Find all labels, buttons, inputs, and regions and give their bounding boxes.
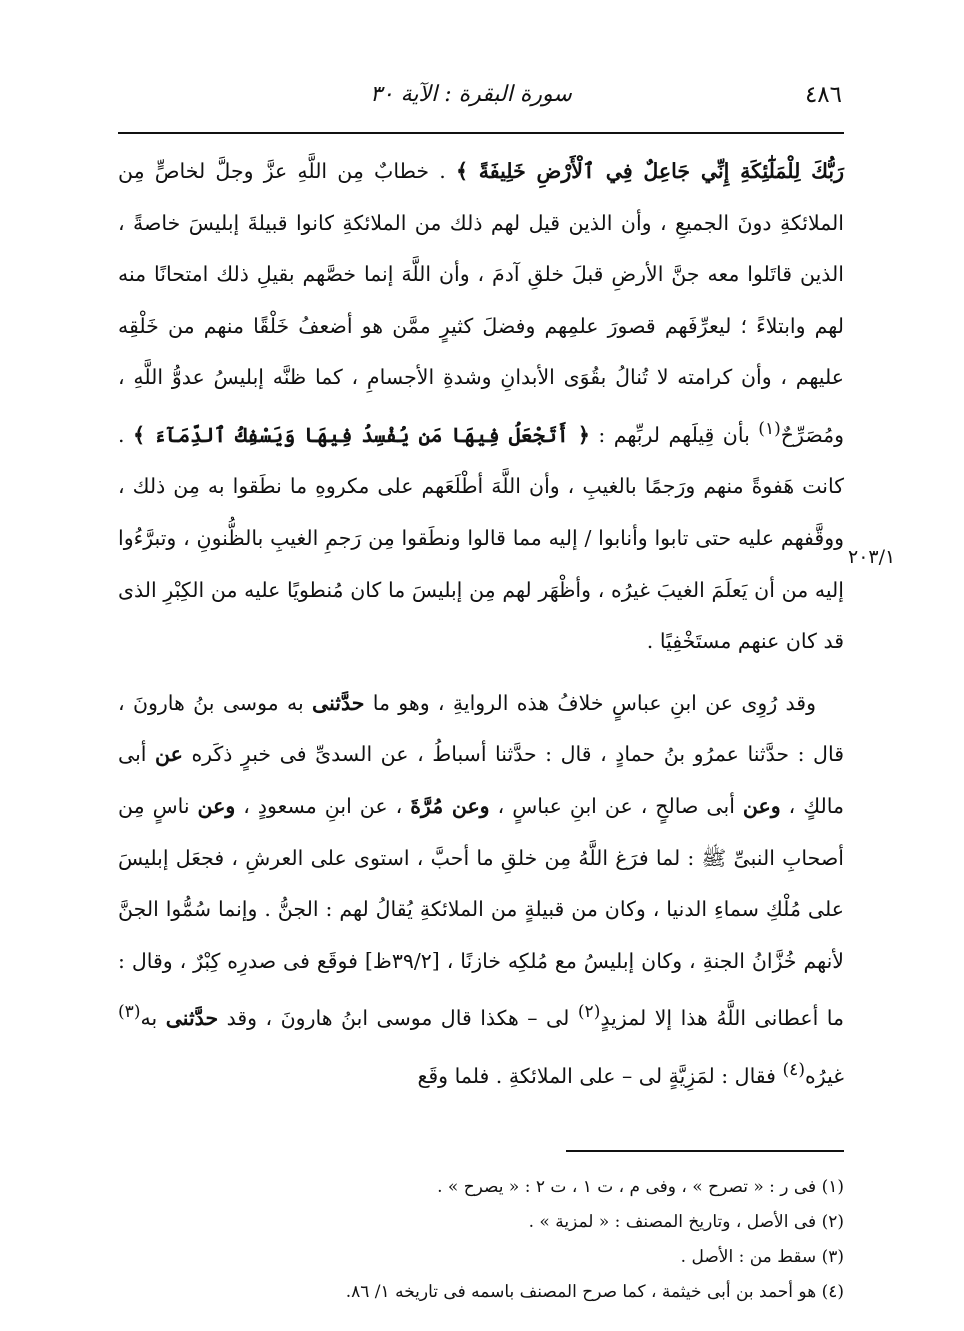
footnote-marker: (٢) xyxy=(577,1002,601,1023)
text-run: أبى صالحٍ ، عن ابنِ عباسٍ ، xyxy=(489,793,743,818)
narrator-name: مُرَّةَ xyxy=(410,793,452,818)
text-run: به xyxy=(140,1006,166,1031)
text-run: بأن قِيلَهم لربِّهم : xyxy=(589,422,759,447)
isnad-keyword: حدَّثنى xyxy=(312,690,365,715)
text-run: ناسٍ مِن أصحابِ النبىِّ ﷺ : لما فرَغ اللَّهُ مِن خلقِ ما أحبَّ ، استوى على العرشِ ، فجعَل إبليسَ على مُلْكِ سماءِ الدنيا ، وكان من قبيلةٍ من الملائكةِ يُقالُ لهم : الجنُّ . وإنما سُمُّوا الجنَّ لأنهم خُزَّانُ الجنةِ ، وكان إبليسُ مع مُلكِه خازنًا ، xyxy=(118,793,844,973)
footnote-2: (٢) فى الأصل ، وتاريخ المصنف : « لمزية » . xyxy=(528,1212,844,1232)
isnad-keyword: وعن xyxy=(451,793,490,818)
isnad-keyword: عن xyxy=(155,742,183,767)
paragraph-2 xyxy=(118,678,844,1102)
footnote-3: (٣) سقط من : الأصل . xyxy=(680,1247,844,1267)
page-header xyxy=(120,82,842,122)
text-run: ، عن ابنِ مسعودٍ ، xyxy=(235,793,411,818)
manuscript-reference: [٣٩/٢ظ] xyxy=(364,948,440,973)
text-run: . كانت هَفوةً منهم ورَجمًا بالغيبِ ، وأن اللَّهَ أطْلَعَهم على مكروهِ ما نطَقوا به مِن ذلك ، ووقَّفهم عليه حتى تابوا وأنابوا / إليه مما قالوا ونطَقوا مِن رَجمِ الغيبِ بالظُّنونِ ، وتبرَّءُوا إليه من أن يَعلَمَ الغيبَ غيرُه ، وأظْهَر لهم مِن إبليسَ ما كان مُنطويًا عليه من الكِبْرِ الذى قد كان عنهم مستَخْفِيًا . xyxy=(118,422,844,654)
text-run: غيرُه xyxy=(805,1063,844,1088)
text-run: فقال : لمَزِيَّةٍ لى – على الملائكةِ . فلما وقَع xyxy=(417,1063,783,1088)
main-text xyxy=(118,146,844,1102)
footnote-marker: (١) xyxy=(758,418,781,439)
footnotes xyxy=(200,1170,844,1310)
running-title: سورة البقرة : الآية ٣٠ xyxy=(370,82,572,107)
footnote-4: (٤) هو أحمد بن أبى خيثمة ، كما صرح المصنف باسمه فى تاريخه ١/ ٨٦. xyxy=(345,1282,844,1302)
text-run: لى – هكذا قال موسى ابنُ هارونَ ، وقد xyxy=(218,1006,578,1031)
isnad-keyword: وعن xyxy=(197,793,236,818)
footnote-1: (١) فى ر : « تصرح » ، وفى م ، ت ١ ، ت ٢ : « يصرح » . xyxy=(437,1177,844,1197)
header-rule xyxy=(118,132,844,134)
text-run: . خطابٌ مِن اللَّهِ عزَّ وجلَّ لخاصٍّ مِن الملائكةِ دونَ الجميعِ ، وأن الذين قيل لهم ذلك من الملائكةِ كانوا قبيلةَ إبليسَ خاصةً ، الذين قاتَلوا معه جنَّ الأرضِ قبلَ خلقِ آدمَ ، وأن اللَّهَ إنما خصَّهم بقيلِ ذلك امتحانًا منه لهم وابتلاءً ؛ ليعرِّفَهم قصورَ علمِهم وفضلَ كثيرٍ ممَّن هو أضعفُ خَلْقًا منهم من خَلْقِه عليهم ، وأن كرامته لا تُنالُ بقُوَى الأبدانِ وشدةِ الأجسامِ ، كما ظنَّه إبليسُ عدوُّ اللَّهِ ، ومُصَرِّحٌ xyxy=(118,159,844,447)
isnad-keyword: حدَّثنى xyxy=(165,1006,219,1031)
text-run: أبى مالكٍ ، xyxy=(118,742,845,818)
text-run: به موسى بنُ هارونَ ، قال : حدَّثنا عمرُو بنُ حمادٍ ، قال : حدَّثنا أسباطُ ، عن السدىِّ فى خبرٍ ذكَره xyxy=(118,690,844,767)
margin-reference: ٢٠٣/١ xyxy=(848,546,896,568)
footnote-marker: (٣) xyxy=(118,1002,141,1023)
text-run: وقد رُوِى عن ابنِ عباسٍ خلافُ هذه الروايةِ ، وهو ما xyxy=(364,690,816,715)
text-run: فوقَع فى صدرِه كِبْرٌ ، وقال : ما أعطانى اللَّهُ هذا إلا لمزيدٍ xyxy=(118,948,844,1031)
quran-verse: ﴿ أَتَجْعَلُ فِيهَا مَن يُفْسِدُ فِيهَا وَيَسْفِكُ ٱلدِّمَآءَ ﴾ xyxy=(132,422,590,447)
quran-verse: رَبُّكَ لِلْمَلَٰٓئِكَةِ إِنِّي جَاعِلٌ فِي ٱلْأَرْضِ خَلِيفَةً ﴾ xyxy=(455,159,844,183)
page-number: ٤٨٦ xyxy=(804,82,842,108)
footnote-marker: (٤) xyxy=(782,1059,806,1080)
isnad-keyword: وعن xyxy=(742,793,781,818)
footnote-rule xyxy=(566,1150,844,1152)
paragraph-1 xyxy=(118,146,844,668)
